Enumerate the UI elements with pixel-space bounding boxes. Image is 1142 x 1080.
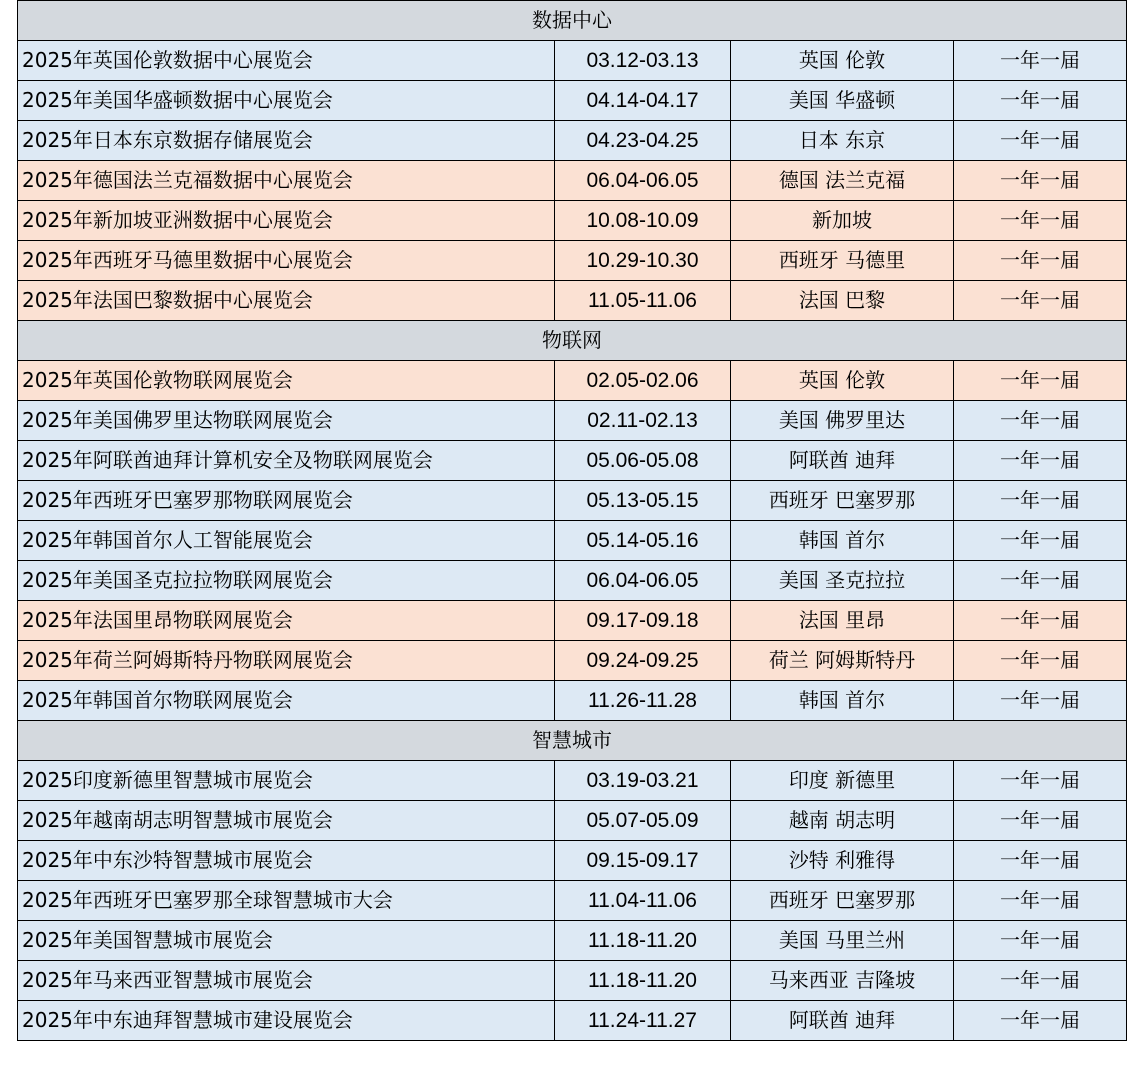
location-cell: 法国 里昂 — [731, 601, 954, 641]
exhibition-schedule-table — [17, 0, 1127, 1041]
date-cell: 03.12-03.13 — [555, 41, 731, 81]
frequency-cell: 一年一届 — [954, 521, 1127, 561]
exhibition-name-cell: 2025年日本东京数据存储展览会 — [18, 121, 555, 161]
location-cell: 越南 胡志明 — [731, 801, 954, 841]
exhibition-name-cell: 2025年法国巴黎数据中心展览会 — [18, 281, 555, 321]
location-cell: 英国 伦敦 — [731, 361, 954, 401]
exhibition-name-cell: 2025年英国伦敦数据中心展览会 — [18, 41, 555, 81]
table-row — [18, 961, 1127, 1001]
date-cell: 10.29-10.30 — [555, 241, 731, 281]
frequency-cell: 一年一届 — [954, 841, 1127, 881]
location-cell: 阿联酋 迪拜 — [731, 441, 954, 481]
location-cell: 英国 伦敦 — [731, 41, 954, 81]
exhibition-name-cell: 2025年美国华盛顿数据中心展览会 — [18, 81, 555, 121]
location-cell: 美国 马里兰州 — [731, 921, 954, 961]
frequency-cell: 一年一届 — [954, 401, 1127, 441]
section-title: 智慧城市 — [18, 721, 1127, 761]
location-cell: 西班牙 马德里 — [731, 241, 954, 281]
table-row — [18, 761, 1127, 801]
date-cell: 04.14-04.17 — [555, 81, 731, 121]
location-cell: 阿联酋 迪拜 — [731, 1001, 954, 1041]
frequency-cell: 一年一届 — [954, 961, 1127, 1001]
exhibition-name-cell: 2025年美国佛罗里达物联网展览会 — [18, 401, 555, 441]
frequency-cell: 一年一届 — [954, 681, 1127, 721]
frequency-cell: 一年一届 — [954, 281, 1127, 321]
frequency-cell: 一年一届 — [954, 561, 1127, 601]
exhibition-name-cell: 2025年西班牙巴塞罗那物联网展览会 — [18, 481, 555, 521]
location-cell: 沙特 利雅得 — [731, 841, 954, 881]
table-row — [18, 921, 1127, 961]
location-cell: 美国 佛罗里达 — [731, 401, 954, 441]
table-row — [18, 841, 1127, 881]
frequency-cell: 一年一届 — [954, 241, 1127, 281]
exhibition-name-cell: 2025年美国圣克拉拉物联网展览会 — [18, 561, 555, 601]
exhibition-name-cell: 2025年法国里昂物联网展览会 — [18, 601, 555, 641]
date-cell: 05.13-05.15 — [555, 481, 731, 521]
section-title: 物联网 — [18, 321, 1127, 361]
table-row — [18, 121, 1127, 161]
frequency-cell: 一年一届 — [954, 41, 1127, 81]
date-cell: 10.08-10.09 — [555, 201, 731, 241]
exhibition-name-cell: 2025年新加坡亚洲数据中心展览会 — [18, 201, 555, 241]
location-cell: 法国 巴黎 — [731, 281, 954, 321]
location-cell: 印度 新德里 — [731, 761, 954, 801]
table-row — [18, 681, 1127, 721]
table-row — [18, 641, 1127, 681]
exhibition-name-cell: 2025年中东沙特智慧城市展览会 — [18, 841, 555, 881]
date-cell: 04.23-04.25 — [555, 121, 731, 161]
exhibition-name-cell: 2025年英国伦敦物联网展览会 — [18, 361, 555, 401]
exhibition-name-cell: 2025年阿联酋迪拜计算机安全及物联网展览会 — [18, 441, 555, 481]
exhibition-name-cell: 2025年美国智慧城市展览会 — [18, 921, 555, 961]
location-cell: 美国 圣克拉拉 — [731, 561, 954, 601]
table-row — [18, 201, 1127, 241]
frequency-cell: 一年一届 — [954, 121, 1127, 161]
date-cell: 09.17-09.18 — [555, 601, 731, 641]
date-cell: 11.04-11.06 — [555, 881, 731, 921]
location-cell: 马来西亚 吉隆坡 — [731, 961, 954, 1001]
table-row — [18, 401, 1127, 441]
frequency-cell: 一年一届 — [954, 481, 1127, 521]
frequency-cell: 一年一届 — [954, 761, 1127, 801]
location-cell: 西班牙 巴塞罗那 — [731, 481, 954, 521]
date-cell: 11.05-11.06 — [555, 281, 731, 321]
date-cell: 05.14-05.16 — [555, 521, 731, 561]
exhibition-name-cell: 2025年西班牙马德里数据中心展览会 — [18, 241, 555, 281]
table-row — [18, 601, 1127, 641]
exhibition-name-cell: 2025年德国法兰克福数据中心展览会 — [18, 161, 555, 201]
section-header-row — [18, 721, 1127, 761]
exhibition-name-cell: 2025年中东迪拜智慧城市建设展览会 — [18, 1001, 555, 1041]
location-cell: 德国 法兰克福 — [731, 161, 954, 201]
date-cell: 03.19-03.21 — [555, 761, 731, 801]
section-title: 数据中心 — [18, 1, 1127, 41]
frequency-cell: 一年一届 — [954, 361, 1127, 401]
date-cell: 05.07-05.09 — [555, 801, 731, 841]
location-cell: 韩国 首尔 — [731, 521, 954, 561]
frequency-cell: 一年一届 — [954, 441, 1127, 481]
frequency-cell: 一年一届 — [954, 601, 1127, 641]
frequency-cell: 一年一届 — [954, 81, 1127, 121]
date-cell: 02.05-02.06 — [555, 361, 731, 401]
table-row — [18, 41, 1127, 81]
frequency-cell: 一年一届 — [954, 641, 1127, 681]
date-cell: 11.24-11.27 — [555, 1001, 731, 1041]
table-row — [18, 1001, 1127, 1041]
frequency-cell: 一年一届 — [954, 801, 1127, 841]
location-cell: 荷兰 阿姆斯特丹 — [731, 641, 954, 681]
table-row — [18, 281, 1127, 321]
table-row — [18, 441, 1127, 481]
table-row — [18, 81, 1127, 121]
frequency-cell: 一年一届 — [954, 201, 1127, 241]
date-cell: 06.04-06.05 — [555, 161, 731, 201]
exhibition-name-cell: 2025年西班牙巴塞罗那全球智慧城市大会 — [18, 881, 555, 921]
exhibition-name-cell: 2025年韩国首尔人工智能展览会 — [18, 521, 555, 561]
date-cell: 11.18-11.20 — [555, 921, 731, 961]
date-cell: 06.04-06.05 — [555, 561, 731, 601]
table-row — [18, 161, 1127, 201]
table-row — [18, 481, 1127, 521]
date-cell: 11.26-11.28 — [555, 681, 731, 721]
location-cell: 新加坡 — [731, 201, 954, 241]
exhibition-name-cell: 2025年越南胡志明智慧城市展览会 — [18, 801, 555, 841]
location-cell: 日本 东京 — [731, 121, 954, 161]
table-row — [18, 561, 1127, 601]
frequency-cell: 一年一届 — [954, 161, 1127, 201]
table-row — [18, 801, 1127, 841]
frequency-cell: 一年一届 — [954, 921, 1127, 961]
schedule-table-body — [18, 1, 1127, 1041]
location-cell: 西班牙 巴塞罗那 — [731, 881, 954, 921]
section-header-row — [18, 321, 1127, 361]
exhibition-name-cell: 2025印度新德里智慧城市展览会 — [18, 761, 555, 801]
section-header-row — [18, 1, 1127, 41]
location-cell: 韩国 首尔 — [731, 681, 954, 721]
frequency-cell: 一年一届 — [954, 1001, 1127, 1041]
exhibition-name-cell: 2025年荷兰阿姆斯特丹物联网展览会 — [18, 641, 555, 681]
exhibition-name-cell: 2025年马来西亚智慧城市展览会 — [18, 961, 555, 1001]
date-cell: 09.24-09.25 — [555, 641, 731, 681]
table-row — [18, 881, 1127, 921]
table-row — [18, 521, 1127, 561]
date-cell: 11.18-11.20 — [555, 961, 731, 1001]
date-cell: 02.11-02.13 — [555, 401, 731, 441]
date-cell: 09.15-09.17 — [555, 841, 731, 881]
date-cell: 05.06-05.08 — [555, 441, 731, 481]
location-cell: 美国 华盛顿 — [731, 81, 954, 121]
exhibition-name-cell: 2025年韩国首尔物联网展览会 — [18, 681, 555, 721]
frequency-cell: 一年一届 — [954, 881, 1127, 921]
table-row — [18, 241, 1127, 281]
table-row — [18, 361, 1127, 401]
